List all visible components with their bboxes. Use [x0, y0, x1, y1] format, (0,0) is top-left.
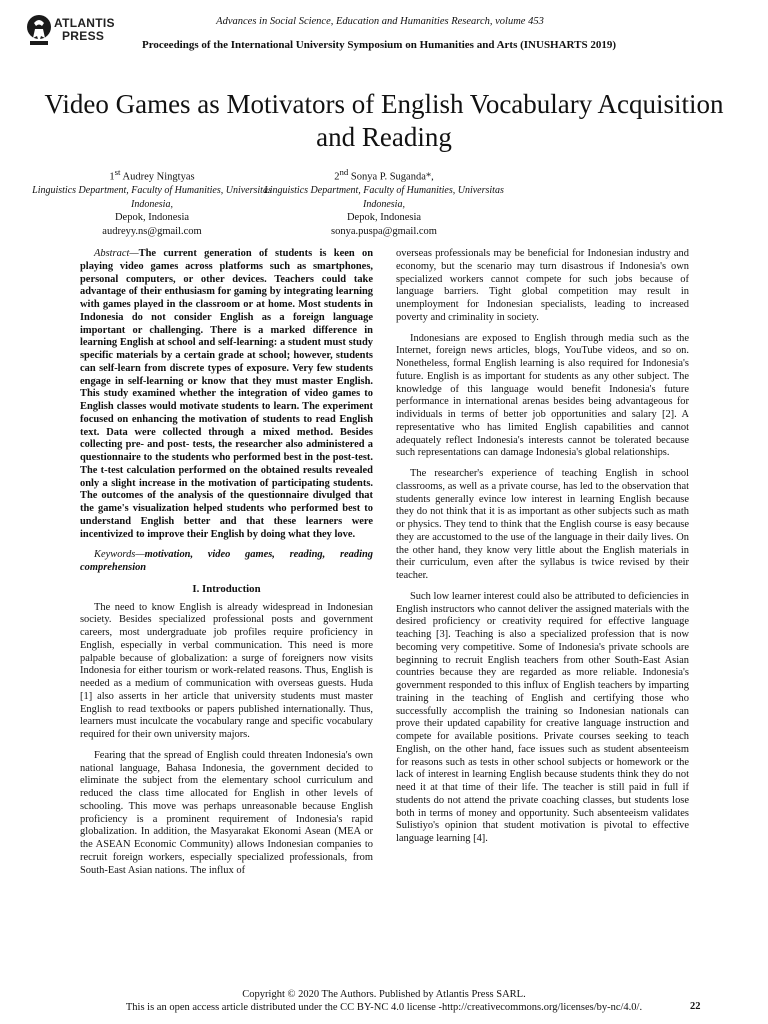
author-name [32, 166, 272, 184]
atlantis-press-logo [26, 14, 126, 50]
license-line[interactable]: This is an open access article distributed under the CC BY-NC 4.0 license -http://creativecommons.org/licenses/by-nc/4.0/. [125, 1002, 643, 1013]
body-paragraph: overseas professionals may be beneficial for Indonesian industry and economy, but the scenario may turn disastrous if Indonesia's own specialized workers cannot compete for such jobs because of language barriers. Tight global competition may result in unemployment for Indonesian specialists, leading to increased poverty and criminality in society. [396, 248, 689, 323]
author-department: Linguistics Department, Faculty of Humanities, Universitas Indonesia, [32, 185, 272, 210]
body-paragraph: Such low learner interest could also be attributed to deficiencies in English instructors who cannot deliver the assigned materials with the desired proficiency or creativity required for effective language teaching [3]. Teaching is also a specialized profession that is now becoming very competitive. Some of Indonesia's private schools are beginning to recruit English teachers from other South-East Asian countries because they are regarded as more reliable. Indonesia's government responded to this influx of English teachers by imparting training in the teaching of English and certifying those who successfully accomplish the training so Indonesian nationals can prove their updated capability for creative language instruction and compete for available positions. Private courses seeking to teach English, on the other hand, face issues such as student absenteeism for reasons such as tests in other school subjects or homework or the lack of interest in learning English because students think they do not need it at that time of their life. The teacher is still paid in full if students do not attend the private coaching classes, but students lose both in terms of money and opportunity. Such absenteeism validates Sulistiyo's opinion that student motivation is pivotal to effective language learning [4]. [396, 590, 689, 844]
page-footer [40, 988, 728, 1014]
author-block-2 [264, 166, 504, 238]
author-block-1 [32, 166, 272, 238]
journal-header: Advances in Social Science, Education and Humanities Research, volume 453 [216, 16, 544, 27]
author-name-text: Audrey Ningtyas [122, 171, 195, 183]
abstract-text: The current generation of students is keen on playing video games across platforms such as smartphones, personal computers, or other devices. Teachers could take advantage of their enthusiasm for gaming by integrating learning with games played in the classroom or at home. Most students in Indonesia do not consider English as a foreign language important or challenging. There is a marked difference in learning English at school and self-learning: a student must study specific materials by a certain grade at school; however, students can self-learn from discrete types of exposure. Very few students engage in self-learning or know that they must master English. This study examined whether the integration of video games to English classes would motivate students to learn. The experiment focused on enhancing the motivation of students to read English text. Data were collected through a mixed method. Besides collecting pre- and post- tests, the researcher also administered a questionnaire to the students who performed best in the post-test. The t-test calculation performed on the obtained results revealed only a slight increase in the motivation of participating students. The outcomes of the analysis of the questionnaire divulged that the game's visualization helped students who performed best to understand English better and that these learners were incentivized to improve their English by doing what they love. [80, 248, 373, 540]
keywords-label: Keywords— [94, 549, 145, 561]
author-name-text: Sonya P. Suganda*, [350, 171, 434, 183]
abstract [80, 248, 373, 541]
author-department: Linguistics Department, Faculty of Humanities, Universitas Indonesia, [264, 185, 504, 210]
proceedings-header: Proceedings of the International University Symposium on Humanities and Arts (INUSHARTS 2019) [142, 39, 616, 51]
author-ordinal-suffix: st [114, 167, 121, 177]
author-location: Depok, Indonesia [346, 212, 422, 223]
author-email[interactable]: sonya.puspa@gmail.com [331, 225, 437, 237]
paper-title: Video Games as Motivators of English Vocabulary Acquisition and Reading [44, 89, 724, 152]
author-name [264, 166, 504, 184]
section-heading-introduction: I. Introduction [192, 582, 261, 595]
body-paragraph: The need to know English is already widespread in Indonesian society. Besides specialized professional posts and government careers, most undergraduate job profiles require proficiency in English, especially in verbal communication. This need is more palpable because of globalization: a surge of foreigners now visits Indonesia for either tourism or work-related reasons. Thus, English is needed as a medium of communication with overseas guests. Huda [1] also asserts in her article that university students must master English to read textbooks or papers published internationally. Thus, learners must inculcate the vocabulary range and specific vocabulary required for their own university majors. [80, 601, 373, 740]
author-location: Depok, Indonesia [114, 212, 190, 223]
copyright-line: Copyright © 2020 The Authors. Published by Atlantis Press SARL. [242, 989, 526, 1000]
logo-text-press: PRESS [62, 29, 105, 43]
author-ordinal: 1 [109, 171, 115, 183]
body-paragraph: The researcher's experience of teaching English in school classrooms, as well as a private course, has led to the observation that students generally evince low interest in learning English because they do not think that it is as important as other subjects such as math or physics. They tend to think that the English course is easy because they are accustomed to the use of the language in their daily lives. On the other hand, they know very little about the English materials in their curriculum, even after the syllabus is twice revised by their teacher. [396, 468, 689, 581]
atlantis-figure-icon [26, 14, 52, 48]
left-column [80, 248, 373, 885]
logo-text-atlantis: ATLANTIS [54, 16, 115, 30]
author-ordinal-suffix: nd [339, 167, 349, 177]
keywords-text: motivation, video games, reading, reading comprehension [80, 549, 373, 573]
body-paragraph: Indonesians are exposed to English through media such as the Internet, foreign news articles, blogs, YouTube videos, and so on. Nonetheless, formal English learning is also required for Indonesia's future. English is as important for students as any other subject. The knowledge of this language would benefit Indonesia's future performance in international arenas besides being advantageous for individuals in terms of better job opportunities and salary [2]. A representative who has limited English capabilities and cannot adequately reflect Indonesia's interests cannot be tolerated because such representations can damage Indonesia's global relationships. [396, 332, 689, 459]
keywords [80, 549, 373, 575]
body-paragraph: Fearing that the spread of English could threaten Indonesia's own national language, Bahasa Indonesia, the government decided to eliminate the subject from the elementary school curriculum and reduced the class time allocated for English in other levels of schooling. This move was perhaps unreasonable because English proficiency is a prominent requirement of Indonesia's rapid globalization. In addition, the Masyarakat Ekonomi Asean (MEA or the ASEAN Economic Community) allows Indonesian companies to recruit foreign workers, especially specialized professionals, from South-East Asian nations. The influx of [80, 749, 373, 876]
abstract-label: Abstract— [94, 248, 139, 259]
author-ordinal: 2 [334, 171, 340, 183]
page-number: 22 [690, 1001, 701, 1012]
author-email[interactable]: audreyy.ns@gmail.com [102, 225, 202, 237]
right-column [396, 248, 689, 854]
